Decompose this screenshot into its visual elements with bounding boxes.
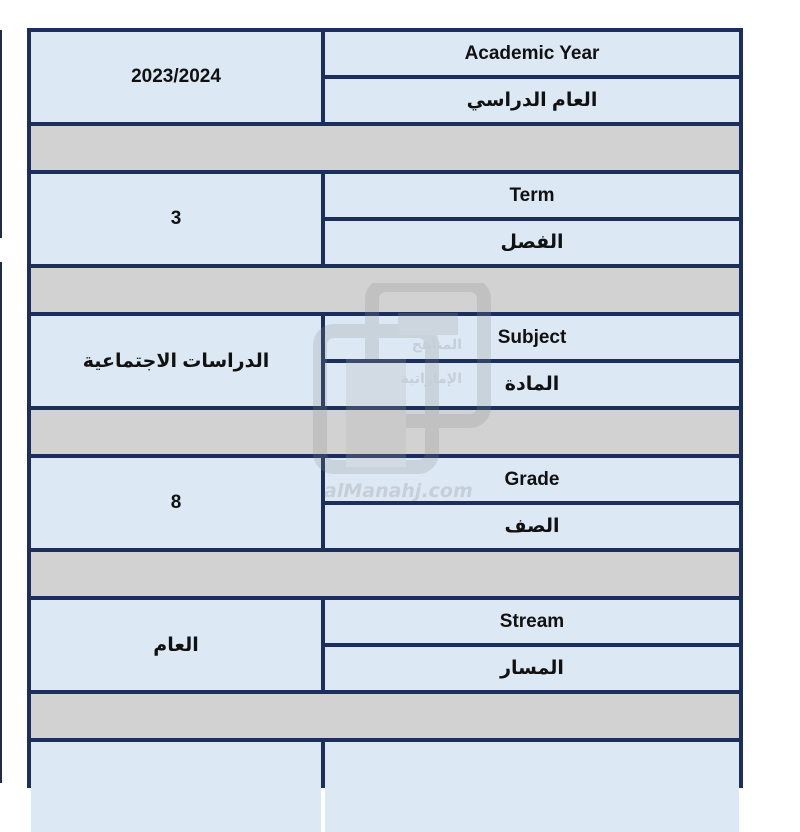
term-label-ar: الفصل (325, 221, 739, 264)
left-edge-line (0, 30, 2, 238)
info-table (27, 28, 743, 788)
subject-value: الدراسات الاجتماعية (31, 316, 321, 406)
grade-value: 8 (31, 458, 321, 548)
left-edge-line (0, 262, 2, 783)
row-separator (31, 694, 739, 738)
grade-label-ar: الصف (325, 505, 739, 548)
subject-label-ar: المادة (325, 363, 739, 406)
row-separator (31, 268, 739, 312)
watermark-text-ar-2: الإماراتية (400, 371, 462, 387)
academic-year-label-en: Academic Year (325, 32, 739, 75)
term-label-en: Term (325, 174, 739, 217)
stream-value: العام (31, 600, 321, 690)
subject-label-en: Subject (325, 316, 739, 359)
empty-label (325, 742, 739, 832)
row-separator (31, 552, 739, 596)
term-value: 3 (31, 174, 321, 264)
row-separator (31, 126, 739, 170)
empty-value (31, 742, 321, 832)
academic-year-value: 2023/2024 (31, 32, 321, 122)
watermark-text-ar-1: المناهج (411, 337, 462, 353)
row-separator (31, 410, 739, 454)
stream-label-ar: المسار (325, 647, 739, 690)
grade-label-en: Grade (325, 458, 739, 501)
watermark-text-en: alManahj.com (324, 480, 473, 502)
stream-label-en: Stream (325, 600, 739, 643)
academic-year-label-ar: العام الدراسي (325, 79, 739, 122)
